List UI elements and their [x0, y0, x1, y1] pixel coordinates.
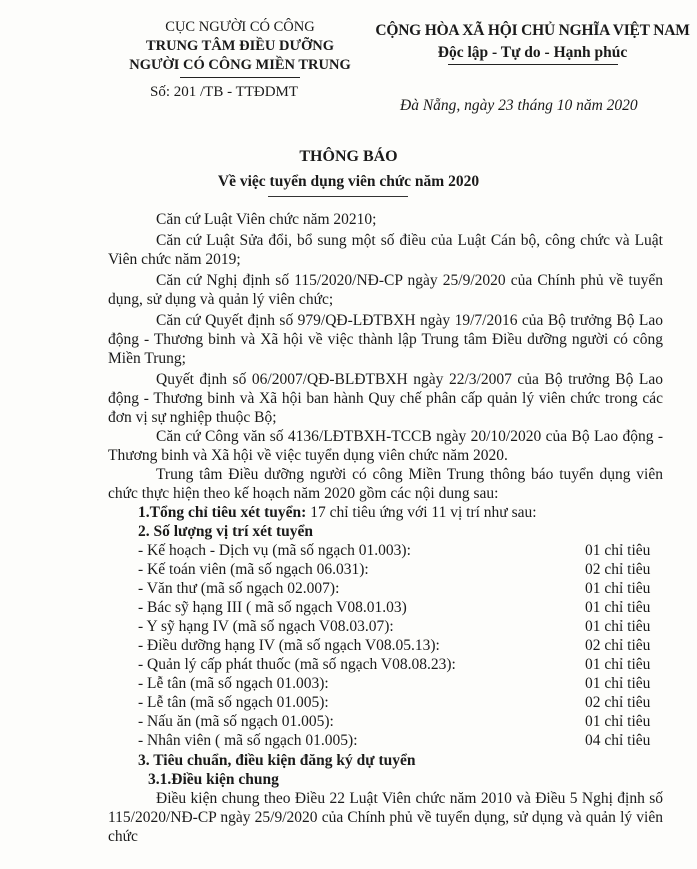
document-title: THÔNG BÁO — [299, 148, 398, 165]
position-quota: 01 chỉ tiêu — [585, 656, 651, 673]
position-row — [138, 674, 663, 693]
position-name: - Y sỹ hạng IV (mã số ngạch V08.03.07): — [138, 618, 394, 635]
national-header — [368, 22, 697, 65]
position-name: - Bác sỹ hạng III ( mã số ngạch V08.01.03) — [138, 599, 407, 616]
position-row — [138, 655, 663, 674]
position-row — [138, 617, 663, 636]
section-3-heading: 3. Tiêu chuẩn, điều kiện đăng ký dự tuyển — [138, 752, 416, 769]
position-row — [138, 598, 663, 617]
document-body — [108, 210, 663, 846]
legal-basis-1: Căn cứ Luật Viên chức năm 20210; — [156, 211, 377, 228]
issue-date: Đà Nẵng, ngày 23 tháng 10 năm 2020 — [400, 97, 638, 114]
position-quota: 02 chỉ tiêu — [585, 637, 651, 654]
section-1-heading: 1.Tổng chỉ tiêu xét tuyển: — [138, 504, 307, 521]
center-name-line1: TRUNG TÂM ĐIỀU DƯỠNG — [145, 38, 335, 54]
legal-basis-3: Căn cứ Nghị định số 115/2020/NĐ-CP ngày 25/9/2020 của Chính phủ về tuyển dụng, sử dụng và quản lý viên chức; — [108, 272, 663, 308]
issuer-underline — [180, 77, 300, 78]
legal-basis-5: Quyết định số 06/2007/QĐ-BLĐTBXH ngày 22/3/2007 của Bộ trưởng Bộ Lao động - Thương binh và Xã hội ban hành Quy chế phân cấp quản lý viên chức trong các đơn vị sự nghiệp thuộc Bộ; — [108, 371, 663, 426]
position-name: - Điều dưỡng hạng IV (mã số ngạch V08.05.13): — [138, 637, 440, 654]
national-motto: Độc lập - Tự do - Hạnh phúc — [437, 44, 628, 61]
position-quota: 02 chỉ tiêu — [585, 561, 651, 578]
position-quota: 01 chỉ tiêu — [585, 599, 651, 616]
legal-basis-2: Căn cứ Luật Sửa đổi, bổ sung một số điều của Luật Cán bộ, công chức và Luật Viên chức năm 2019; — [108, 232, 663, 268]
legal-basis-6: Căn cứ Công văn số 4136/LĐTBXH-TCCB ngày 20/10/2020 của Bộ Lao động - Thương binh và Xã hội về việc tuyển dụng viên chức năm 2020. — [108, 428, 663, 464]
position-row — [138, 731, 663, 750]
position-row — [138, 541, 663, 560]
position-quota: 01 chỉ tiêu — [585, 580, 651, 597]
nation-name: CỘNG HÒA XÃ HỘI CHỦ NGHĨA VIỆT NAM — [375, 22, 690, 39]
section-2-heading: 2. Số lượng vị trí xét tuyển — [138, 523, 314, 540]
position-name: - Kế toán viên (mã số ngạch 06.031): — [138, 561, 369, 578]
position-quota: 04 chỉ tiêu — [585, 732, 651, 749]
document-number: Số: 201 /TB - TTĐDMT — [150, 84, 299, 100]
position-name: - Quản lý cấp phát thuốc (mã số ngạch V08.08.23): — [138, 656, 456, 673]
position-row — [138, 579, 663, 598]
center-name-line2: NGƯỜI CÓ CÔNG MIỀN TRUNG — [129, 57, 351, 73]
position-name: - Nấu ăn (mã số ngạch 01.005): — [138, 713, 334, 730]
position-quota: 01 chỉ tiêu — [585, 618, 651, 635]
announcement-intro: Trung tâm Điều dưỡng người có công Miền Trung thông báo tuyển dụng viên chức thực hiện theo kế hoạch năm 2020 gồm các nội dung sau: — [108, 466, 663, 502]
general-conditions-text: Điều kiện chung theo Điều 22 Luật Viên chức năm 2010 và Điều 5 Nghị định số 115/2020/NĐ-CP ngày 25/9/2020 của Chính phủ về tuyển dụng, sử dụng và quản lý viên chức — [108, 790, 663, 845]
document-subtitle: Về việc tuyển dụng viên chức năm 2020 — [217, 173, 480, 190]
position-row — [138, 560, 663, 579]
section-1-text: 17 chỉ tiêu ứng với 11 vị trí như sau: — [306, 504, 537, 521]
position-name: - Văn thư (mã số ngạch 02.007): — [138, 580, 340, 597]
position-row — [138, 693, 663, 712]
subtitle-underline — [268, 196, 408, 197]
position-name: - Lễ tân (mã số ngạch 01.003): — [138, 675, 329, 692]
legal-basis-4: Căn cứ Quyết định số 979/QĐ-LĐTBXH ngày 19/7/2016 của Bộ trưởng Bộ Lao động - Thương binh và Xã hội về việc thành lập Trung tâm Điều dưỡng người có công Miền Trung; — [108, 312, 663, 367]
position-name: - Lễ tân (mã số ngạch 01.005): — [138, 694, 329, 711]
section-1 — [138, 503, 663, 522]
position-name: - Kế hoạch - Dịch vụ (mã số ngạch 01.003): — [138, 542, 411, 559]
section-3-1-heading: 3.1.Điều kiện chung — [148, 771, 279, 788]
position-row — [138, 636, 663, 655]
position-row — [138, 712, 663, 731]
agency-name: CỤC NGƯỜI CÓ CÔNG — [165, 19, 315, 35]
position-quota: 01 chỉ tiêu — [585, 713, 651, 730]
position-list — [108, 541, 663, 750]
position-quota: 01 chỉ tiêu — [585, 675, 651, 692]
motto-underline — [448, 64, 618, 65]
issuer-block — [105, 18, 375, 101]
position-quota: 02 chỉ tiêu — [585, 694, 651, 711]
position-name: - Nhân viên ( mã số ngạch 01.005): — [138, 732, 358, 749]
position-quota: 01 chỉ tiêu — [585, 542, 651, 559]
